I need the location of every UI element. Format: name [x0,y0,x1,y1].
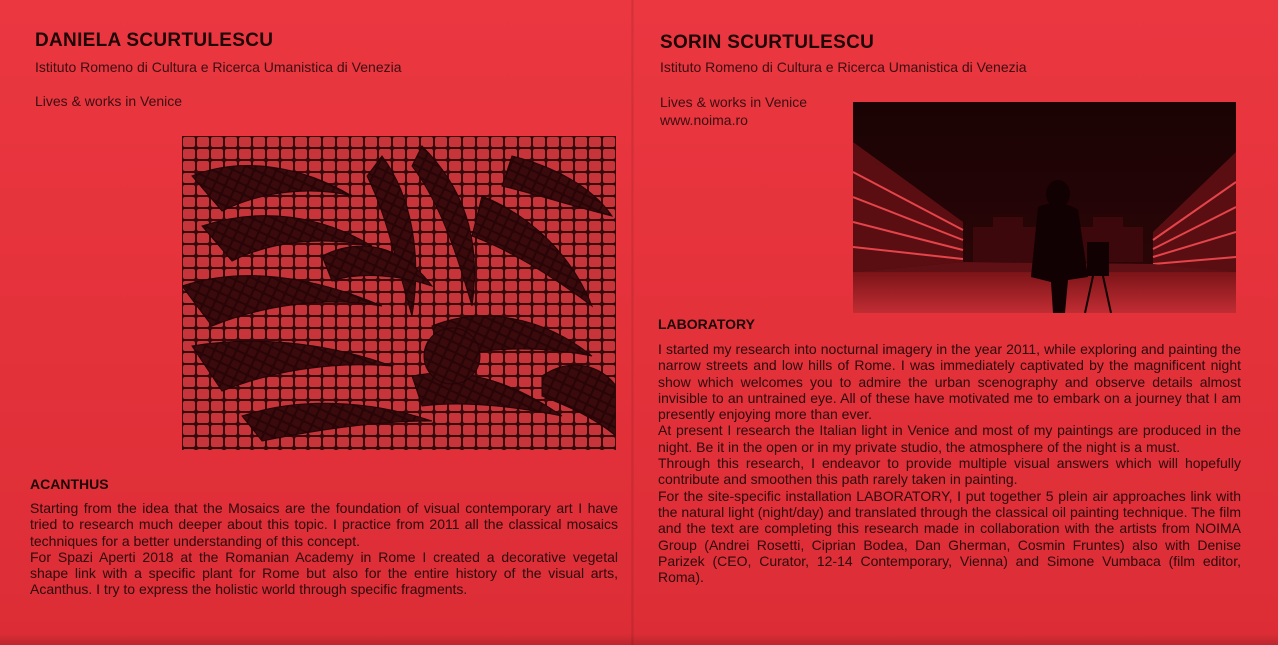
left-affiliation: Istituto Romeno di Cultura e Ricerca Umanistica di Venezia [35,59,402,75]
acanthus-mosaic-image [182,136,616,450]
left-paragraph: Starting from the idea that the Mosaics are the foundation of visual contemporary art I have tried to research much deeper about this topic. I practice from 2011 all the classical mosaics techniques for a better understanding of this concept. [30,500,618,549]
right-affiliation: Istituto Romeno di Cultura e Ricerca Umanistica di Venezia [660,59,1027,75]
page-fold [631,0,634,645]
left-paragraph: For Spazi Aperti 2018 at the Romanian Academy in Rome I created a decorative vegetal shape link with a specific plant for Rome but also for the entire history of the visual arts, Acanthus. I try to express the holistic world through specific fragments. [30,548,618,598]
right-paragraph: I started my research into nocturnal imagery in the year 2011, while exploring and painting the narrow streets and low hills of Rome. I was immediately captivated by the magnificent night show which welcomes you to admire the urban scenography and observe details almost invisible to an untrained eye. All of these have motivated me to embark on a journey that I am presently enjoying more than ever. [658,341,1241,423]
right-section-title: LABORATORY [658,316,755,332]
left-body-text [30,500,618,598]
left-artist-name: DANIELA SCURTULESCU [35,30,274,51]
left-lives: Lives & works in Venice [35,93,183,109]
right-paragraph: At present I research the Italian light in Venice and most of my paintings are produced in the night. Be it in the open or in my private studio, the atmosphere of the night is a must. [658,422,1241,455]
right-paragraph: Through this research, I endeavor to provide multiple visual answers which will hopefully contribute and smoothen this path rarely taken in painting. [658,455,1241,488]
left-section-title: ACANTHUS [30,476,109,492]
right-lives: Lives & works in Venice [660,94,808,110]
night-piazza-image [853,102,1236,313]
right-website-link[interactable]: www.noima.ro [660,112,748,128]
right-body-text [658,341,1241,585]
right-artist-name: SORIN SCURTULESCU [660,32,875,53]
right-paragraph: For the site-specific installation LABORATORY, I put together 5 plein air approaches link with the natural light (night/day) and translated through the classical oil painting technique. The film and the text are completing this research made in collaboration with the artists from NOIMA Group (Andrei Rosetti, Ciprian Bodea, Dan Gherman, Cosmin Fruntes) also with Denise Parizek (CEO, Curator, 12-14 Contemporary, Vienna) and Simone Vumbaca (film editor, Roma). [658,487,1241,586]
page-bottom-edge [0,633,1278,645]
